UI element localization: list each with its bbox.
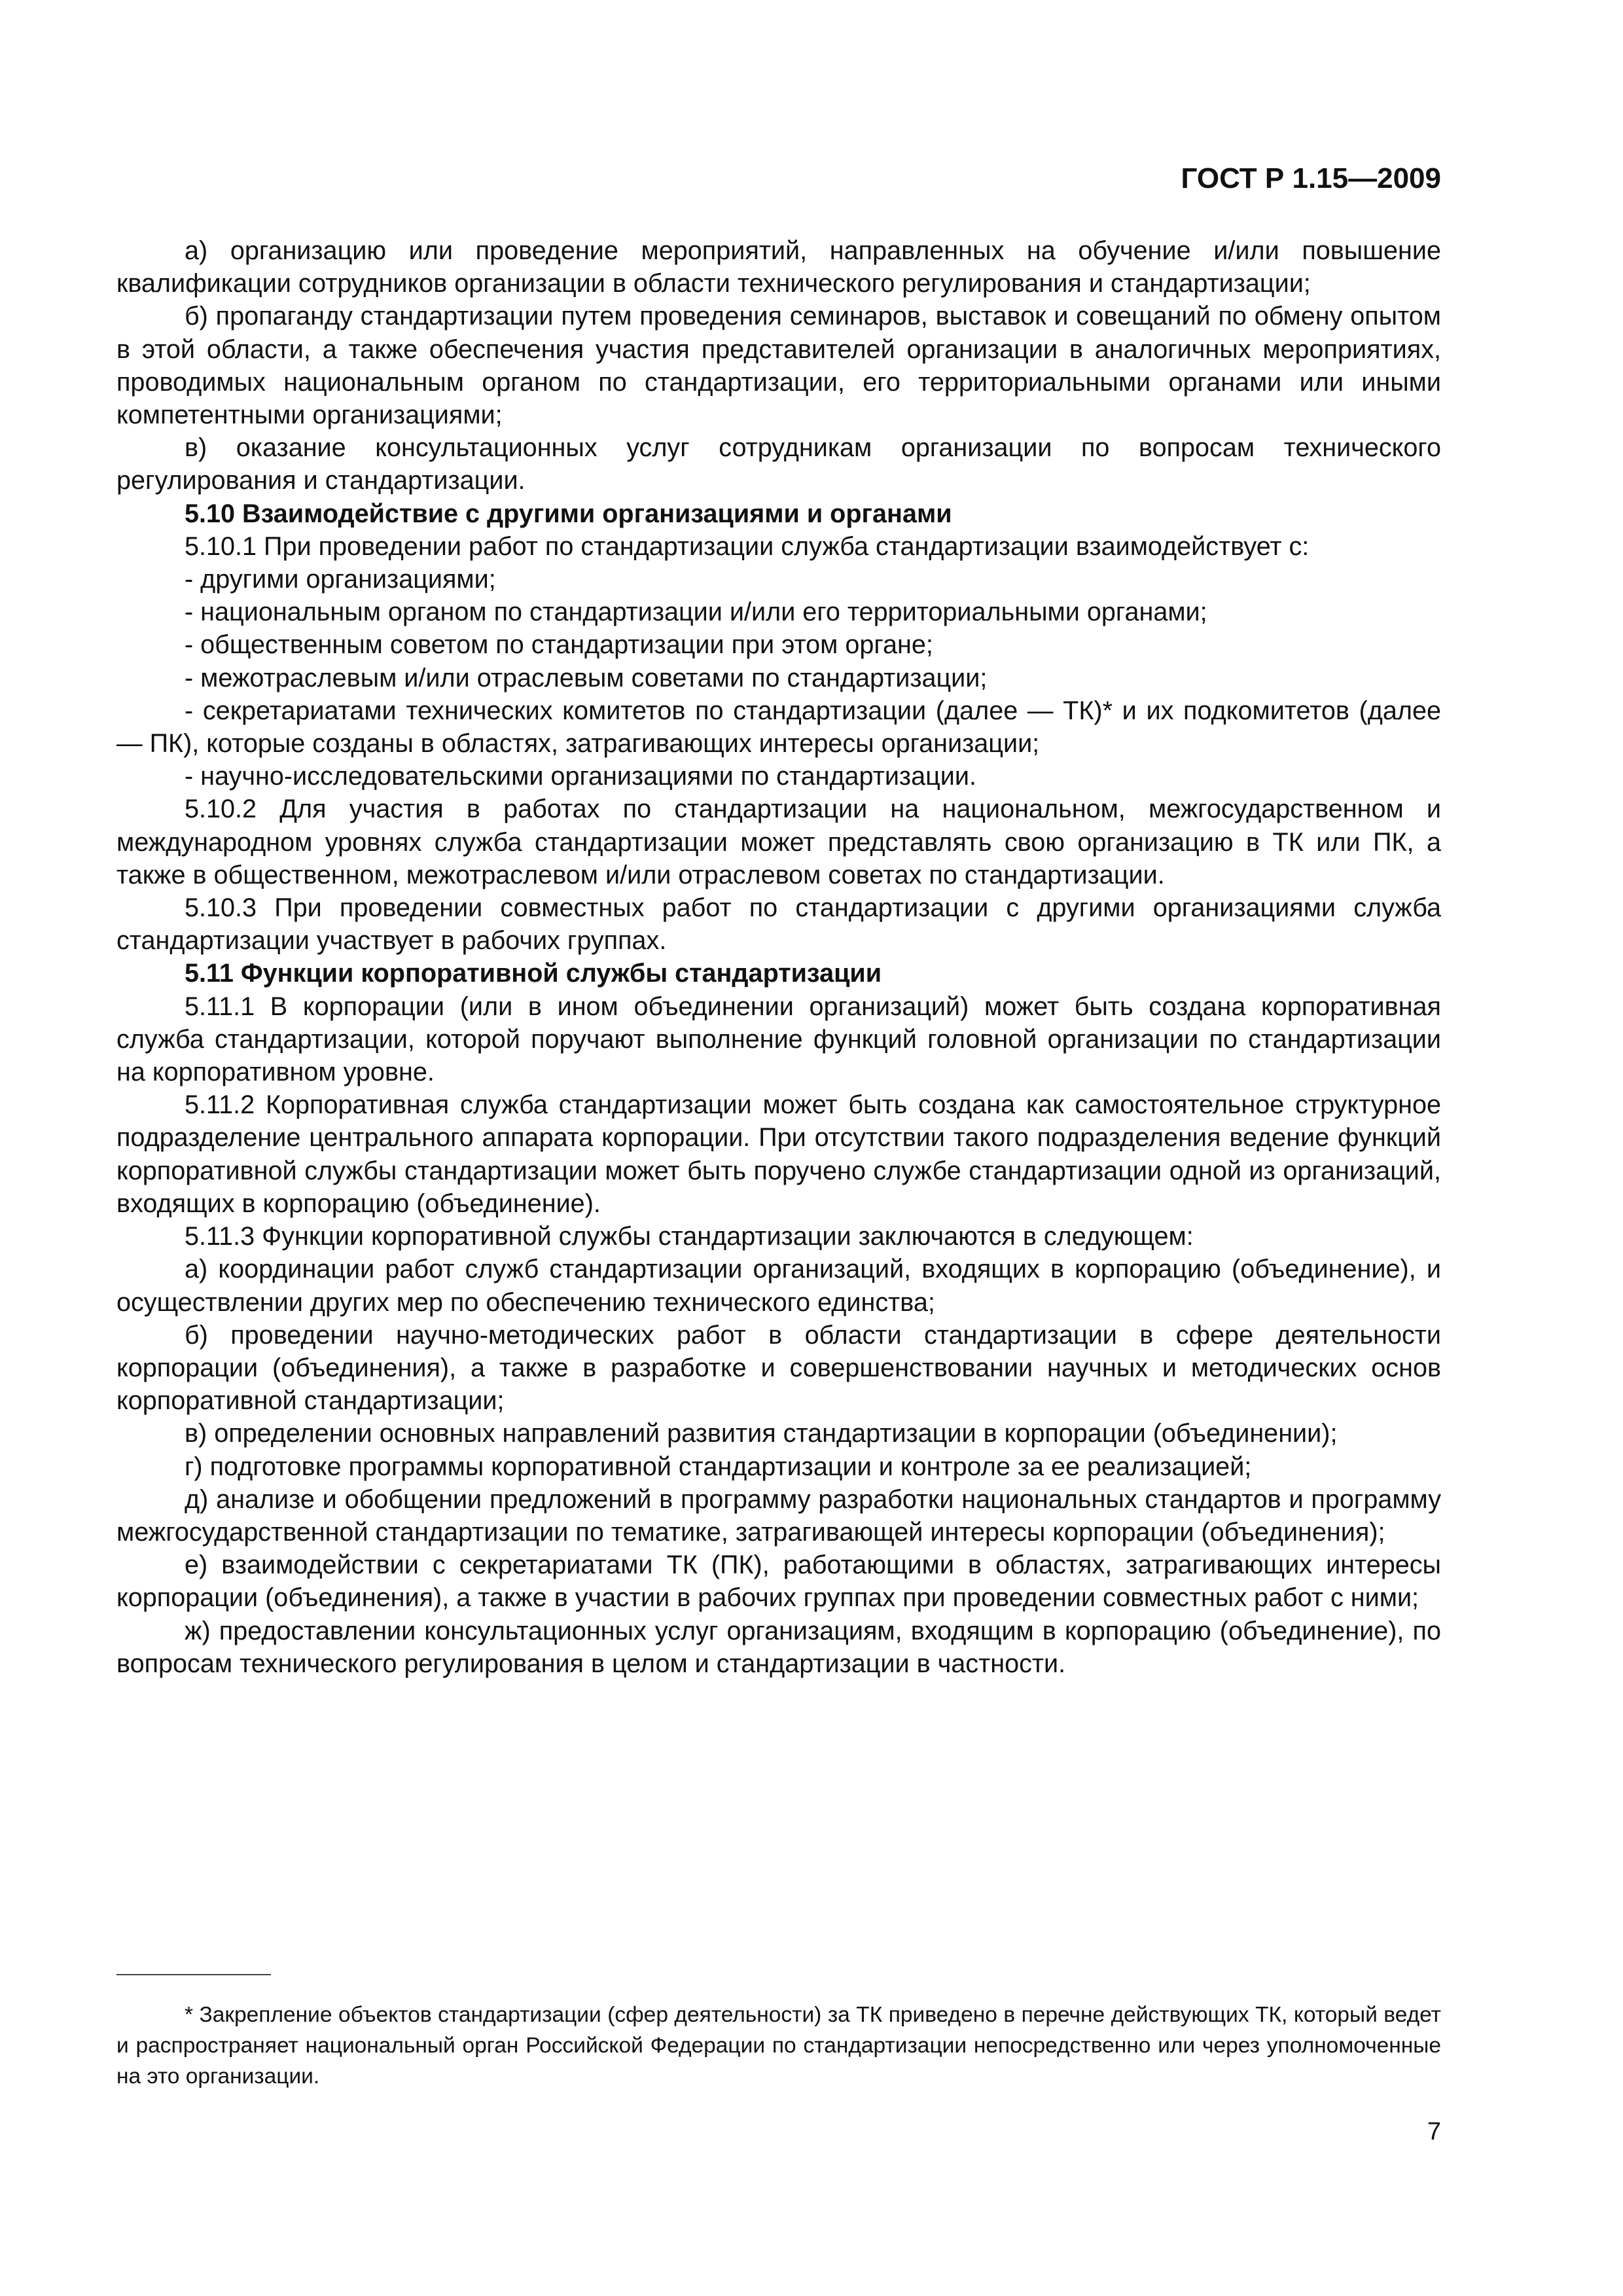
paragraph: е) взаимодействии с секретариатами ТК (ПК), работающими в областях, затрагивающих интересы корпорации (объединения), а также в участии в рабочих группах при проведении совместных работ с ними; (116, 1551, 1441, 1613)
paragraph: б) проведении научно-методических работ в области стандартизации в сфере деятельности корпорации (объединения), а также в разработке и совершенствовании научных и методических основ корпоративной стандартизации; (116, 1320, 1441, 1416)
paragraph: в) оказание консультационных услуг сотрудникам организации по вопросам технического регулирования и стандартизации. (116, 433, 1441, 495)
footnote-divider (116, 1974, 271, 1975)
paragraph: 5.11.2 Корпоративная служба стандартизации может быть создана как самостоятельное структурное подразделение центрального аппарата корпорации. При отсутствии такого подразделения ведение функций корпоративной службы стандартизации может быть поручено службе стандартизации одной из организаций, входящих в корпорацию (объединение). (116, 1090, 1441, 1218)
paragraph: 5.11.1 В корпорации (или в ином объединении организаций) может быть создана корпоративная служба стандартизации, которой поручают выполнение функций головной организации по стандартизации на корпоративном уровне. (116, 992, 1441, 1087)
paragraph: 5.11.3 Функции корпоративной службы стандартизации заключаются в следующем: (185, 1222, 1194, 1251)
paragraph: г) подготовке программы корпоративной стандартизации и контроле за ее реализацией; (185, 1452, 1252, 1481)
paragraph: 5.10.1 При проведении работ по стандартизации служба стандартизации взаимодействует с: (185, 531, 1310, 561)
footnote: * Закрепление объектов стандартизации (сфер деятельности) за ТК приведено в перечне действующих ТК, который ведет и распространяет национальный орган Российской Федерации по стандартизации непосредственно или через уполномоченные на это организации. (116, 2003, 1441, 2089)
paragraph: д) анализе и обобщении предложений в программу разработки национальных стандартов и программу межгосударственной стандартизации по тематике, затрагивающей интересы корпорации (объединения); (116, 1484, 1441, 1547)
section-heading: 5.11 Функции корпоративной службы стандартизации (185, 959, 882, 988)
paragraph: а) координации работ служб стандартизации организаций, входящих в корпорацию (объединение), и осуществлении других мер по обеспечению технического единства; (116, 1255, 1441, 1317)
paragraph: ж) предоставлении консультационных услуг организациям, входящим в корпорацию (объединение), по вопросам технического регулирования в целом и стандартизации в частности. (116, 1616, 1441, 1678)
section-heading: 5.10 Взаимодействие с другими организациями и органами (185, 499, 952, 528)
paragraph: - секретариатами технических комитетов по стандартизации (далее — ТК)* и их подкомитетов (далее — ПК), которые созданы в областях, затрагивающих интересы организации; (116, 696, 1441, 759)
paragraph: - научно-исследовательскими организациями по стандартизации. (185, 762, 976, 791)
paragraph: - межотраслевым и/или отраслевым советами по стандартизации; (185, 663, 988, 692)
paragraph: 5.10.2 Для участия в работах по стандартизации на национальном, межгосударственном и международном уровнях служба стандартизации может представлять свою организацию в ТК или ПК, а также в общественном, межотраслевом и/или отраслевом советах по стандартизации. (116, 795, 1441, 889)
page-number: 7 (1427, 2118, 1441, 2145)
paragraph: а) организацию или проведение мероприятий, направленных на обучение и/или повышение квалификации сотрудников организации в области технического регулирования и стандартизации; (116, 236, 1441, 298)
paragraph: 5.10.3 При проведении совместных работ по стандартизации с другими организациями служба стандартизации участвует в рабочих группах. (116, 893, 1441, 956)
paragraph: - общественным советом по стандартизации при этом органе; (185, 630, 933, 660)
document-code: ГОСТ Р 1.15—2009 (1181, 162, 1441, 194)
paragraph: б) пропаганду стандартизации путем проведения семинаров, выставок и совещаний по обмену опытом в этой области, а также обеспечения участия представителей организации в аналогичных мероприятиях, проводимых национальным органом по стандартизации, его территориальными органами или иными компетентными организациями; (116, 302, 1441, 430)
body-text (116, 234, 1441, 1680)
paragraph: в) определении основных направлений развития стандартизации в корпорации (объединении); (185, 1419, 1338, 1448)
paragraph: - национальным органом по стандартизации и/или его территориальными органами; (185, 598, 1207, 627)
paragraph: - другими организациями; (185, 565, 496, 594)
